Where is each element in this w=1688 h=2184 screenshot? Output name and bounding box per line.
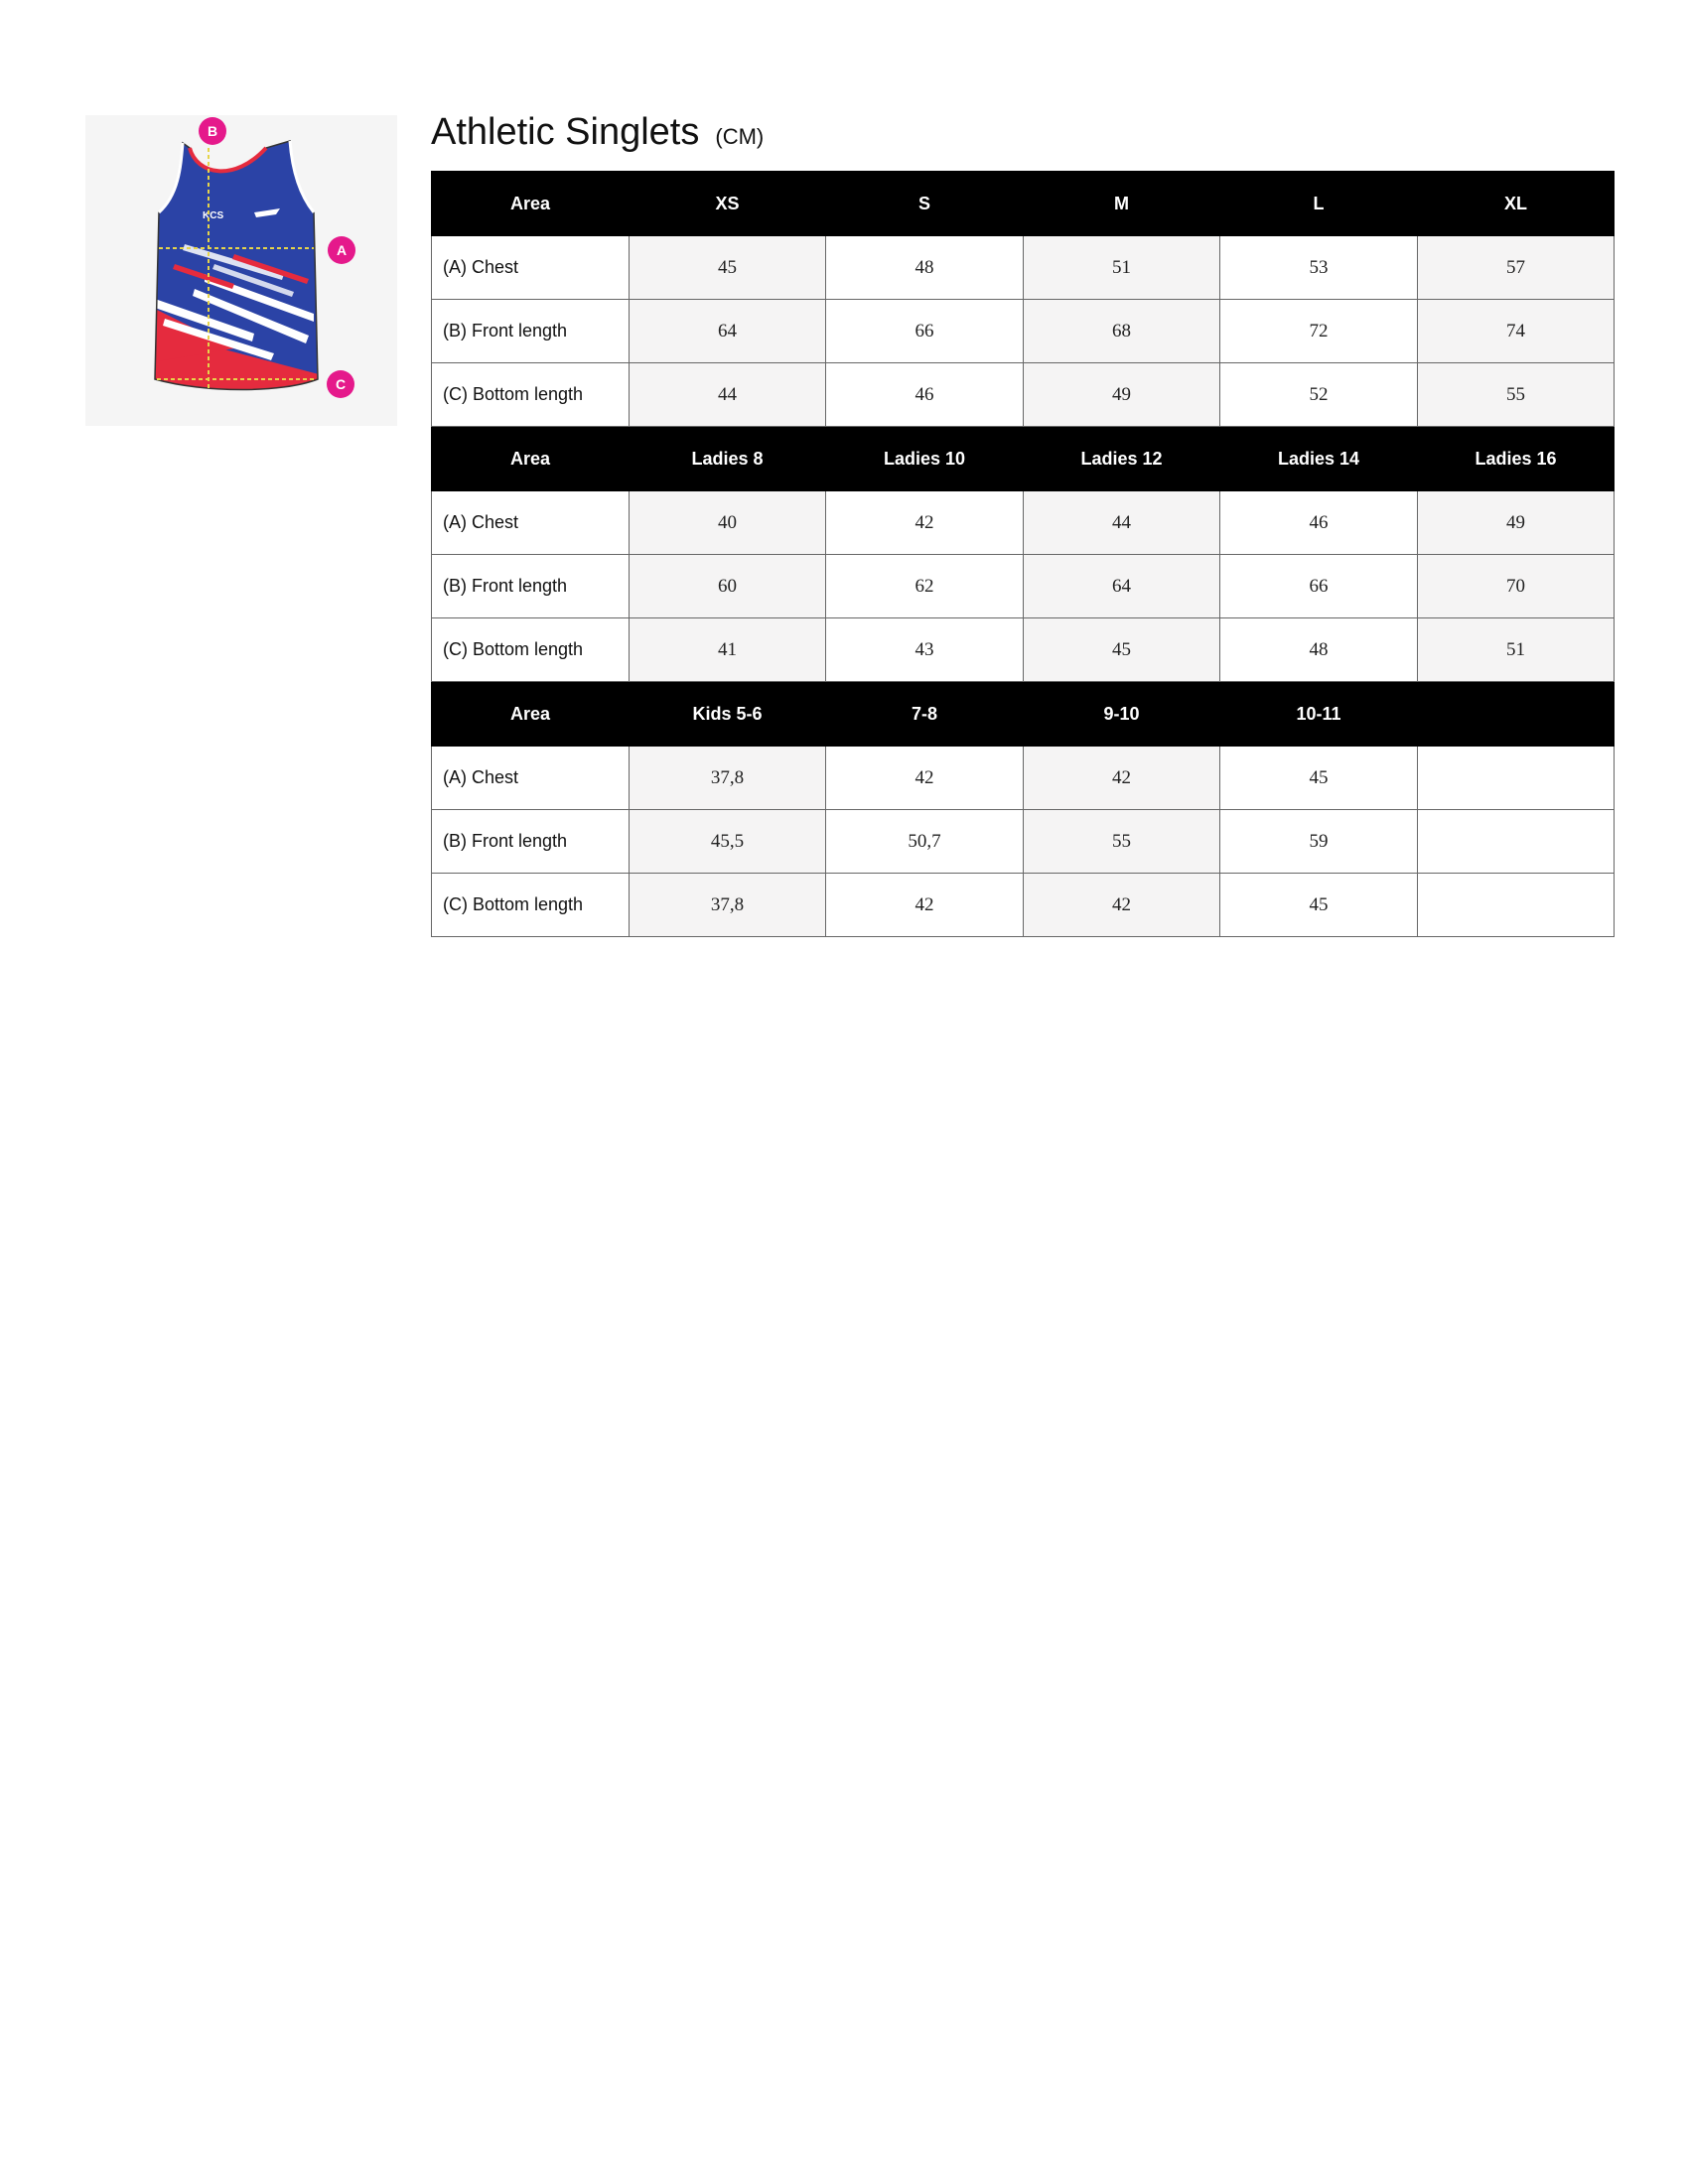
- value-cell: 68: [1024, 300, 1220, 363]
- area-cell: (A) Chest: [432, 491, 630, 555]
- value-cell: 57: [1418, 236, 1615, 300]
- svg-text:C: C: [335, 376, 347, 392]
- value-cell: 45,5: [630, 810, 826, 874]
- value-cell: 41: [630, 618, 826, 682]
- value-cell: 37,8: [630, 747, 826, 810]
- value-cell: 51: [1024, 236, 1220, 300]
- value-cell: 66: [1220, 555, 1418, 618]
- value-cell: 45: [1220, 747, 1418, 810]
- value-cell: 66: [826, 300, 1024, 363]
- value-cell: 60: [630, 555, 826, 618]
- header-cell: Kids 5-6: [630, 682, 826, 747]
- value-cell: [1418, 810, 1615, 874]
- header-cell: Ladies 12: [1024, 427, 1220, 491]
- header-cell: Ladies 10: [826, 427, 1024, 491]
- header-cell: 10-11: [1220, 682, 1418, 747]
- header-cell: Ladies 16: [1418, 427, 1615, 491]
- value-cell: 49: [1418, 491, 1615, 555]
- header-cell: [1418, 682, 1615, 747]
- svg-text:B: B: [207, 123, 218, 139]
- table-header-row: [432, 682, 1615, 747]
- header-cell: 7-8: [826, 682, 1024, 747]
- header-cell: Ladies 8: [630, 427, 826, 491]
- value-cell: 45: [1024, 618, 1220, 682]
- area-cell: (C) Bottom length: [432, 874, 630, 937]
- area-cell: (C) Bottom length: [432, 618, 630, 682]
- value-cell: 72: [1220, 300, 1418, 363]
- table-row: [432, 236, 1615, 300]
- value-cell: 42: [826, 747, 1024, 810]
- marker-a-icon: [328, 236, 355, 264]
- value-cell: 64: [1024, 555, 1220, 618]
- table-row: [432, 874, 1615, 937]
- value-cell: 64: [630, 300, 826, 363]
- header-cell: XL: [1418, 172, 1615, 236]
- value-cell: 46: [1220, 491, 1418, 555]
- value-cell: 70: [1418, 555, 1615, 618]
- value-cell: 42: [1024, 747, 1220, 810]
- header-cell: XS: [630, 172, 826, 236]
- area-cell: (B) Front length: [432, 300, 630, 363]
- value-cell: 74: [1418, 300, 1615, 363]
- table-row: [432, 810, 1615, 874]
- header-cell: Ladies 14: [1220, 427, 1418, 491]
- area-cell: (B) Front length: [432, 555, 630, 618]
- header-cell: Area: [432, 427, 630, 491]
- title-row: [431, 111, 764, 161]
- header-cell: S: [826, 172, 1024, 236]
- value-cell: 44: [1024, 491, 1220, 555]
- page-title: Athletic Singlets: [431, 111, 700, 153]
- table-row: [432, 300, 1615, 363]
- value-cell: [1418, 747, 1615, 810]
- value-cell: 44: [630, 363, 826, 427]
- area-cell: (A) Chest: [432, 236, 630, 300]
- table-row: [432, 491, 1615, 555]
- marker-c-icon: [327, 370, 354, 398]
- value-cell: 45: [1220, 874, 1418, 937]
- table-header-row: [432, 172, 1615, 236]
- header-cell: 9-10: [1024, 682, 1220, 747]
- size-chart-table: [431, 171, 1615, 937]
- value-cell: 37,8: [630, 874, 826, 937]
- unit-label: (CM): [715, 124, 765, 149]
- value-cell: 55: [1418, 363, 1615, 427]
- value-cell: 48: [826, 236, 1024, 300]
- header-cell: M: [1024, 172, 1220, 236]
- value-cell: 51: [1418, 618, 1615, 682]
- value-cell: [1418, 874, 1615, 937]
- svg-text:A: A: [336, 242, 348, 258]
- value-cell: 43: [826, 618, 1024, 682]
- value-cell: 42: [1024, 874, 1220, 937]
- garment-illustration: [85, 115, 397, 426]
- value-cell: 49: [1024, 363, 1220, 427]
- table-row: [432, 747, 1615, 810]
- value-cell: 53: [1220, 236, 1418, 300]
- header-cell: Area: [432, 682, 630, 747]
- header-cell: Area: [432, 172, 630, 236]
- value-cell: 46: [826, 363, 1024, 427]
- singlet-diagram: [85, 115, 397, 426]
- value-cell: 52: [1220, 363, 1418, 427]
- value-cell: 48: [1220, 618, 1418, 682]
- marker-b-icon: [199, 117, 226, 145]
- table-row: [432, 555, 1615, 618]
- brand-logo: KCS: [203, 210, 224, 221]
- value-cell: 42: [826, 874, 1024, 937]
- value-cell: 55: [1024, 810, 1220, 874]
- value-cell: 62: [826, 555, 1024, 618]
- area-cell: (A) Chest: [432, 747, 630, 810]
- area-cell: (B) Front length: [432, 810, 630, 874]
- value-cell: 45: [630, 236, 826, 300]
- table-row: [432, 618, 1615, 682]
- value-cell: 40: [630, 491, 826, 555]
- value-cell: 50,7: [826, 810, 1024, 874]
- area-cell: (C) Bottom length: [432, 363, 630, 427]
- value-cell: 59: [1220, 810, 1418, 874]
- table-row: [432, 363, 1615, 427]
- value-cell: 42: [826, 491, 1024, 555]
- header-cell: L: [1220, 172, 1418, 236]
- table-header-row: [432, 427, 1615, 491]
